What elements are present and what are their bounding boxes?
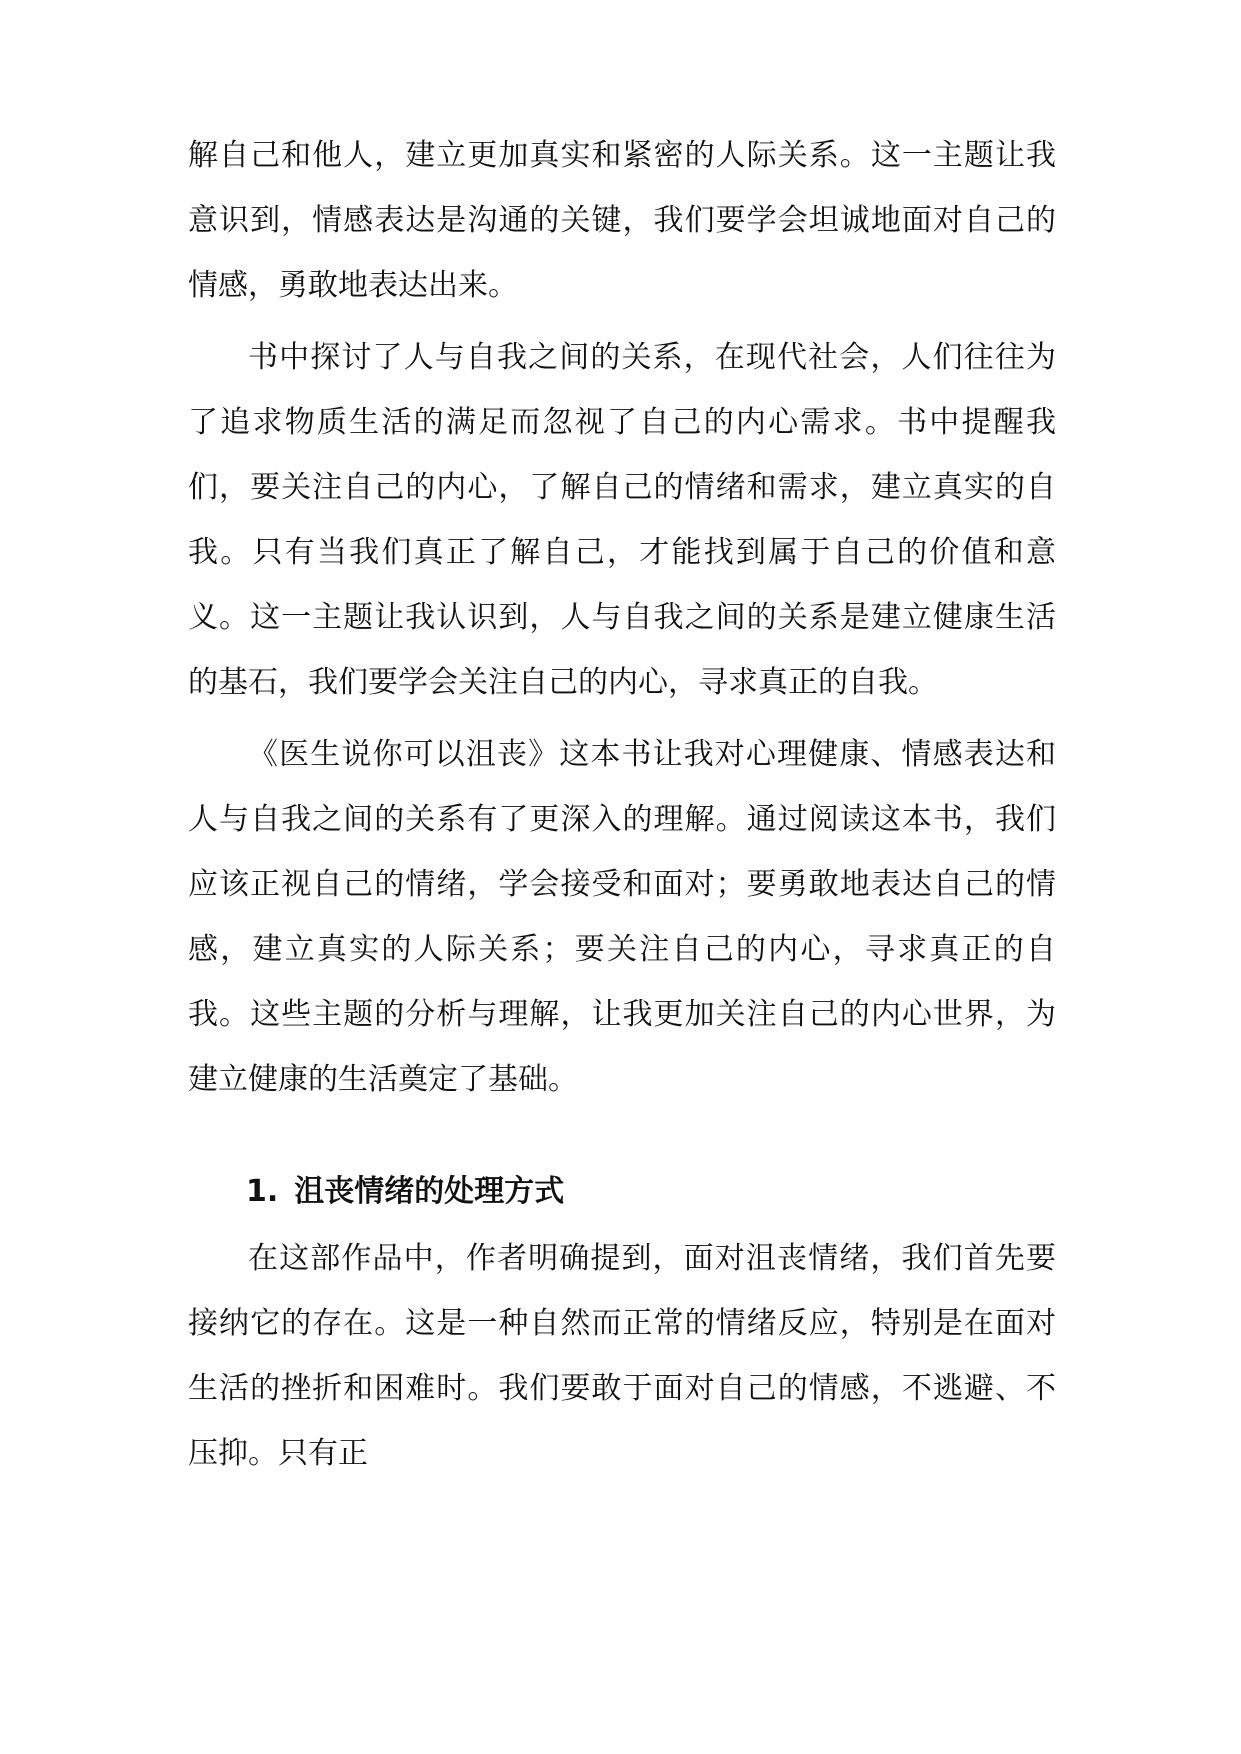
paragraph-self-relationship: 书中探讨了人与自我之间的关系，在现代社会，人们往往为了追求物质生活的满足而忽视了自己的内心需求。书中提醒我们，要关注自己的内心，了解自己的情绪和需求，建立真实的自我。只有当我们真正了解自己，才能找到属于自己的价值和意义。这一主题让我认识到，人与自我之间的关系是建立健康生活的基石，我们要学会关注自己的内心，寻求真正的自我。 (188, 340, 1056, 700)
section-heading (246, 1159, 564, 1224)
section-title: 沮丧情绪的处理方式 (294, 1174, 565, 1209)
paragraph-continuation: 解自己和他人，建立更加真实和紧密的人际关系。这一主题让我意识到，情感表达是沟通的关键，我们要学会坦诚地面对自己的情感，勇敢地表达出来。 (188, 138, 1056, 303)
section-number: 1. (246, 1174, 279, 1209)
paragraph-section-body: 在这部作品中，作者明确提到，面对沮丧情绪，我们首先要接纳它的存在。这是一种自然而正常的情绪反应，特别是在面对生活的挫折和困难时。我们要敢于面对自己的情感，不逃避、不压抑。只有正 (188, 1241, 1056, 1471)
paragraph-book-summary: 《医生说你可以沮丧》这本书让我对心理健康、情感表达和人与自我之间的关系有了更深入的理解。通过阅读这本书，我们应该正视自己的情绪，学会接受和面对；要勇敢地表达自己的情感，建立真实的人际关系；要关注自己的内心，寻求真正的自我。这些主题的分析与理解，让我更加关注自己的内心世界，为建立健康的生活奠定了基础。 (188, 737, 1056, 1097)
